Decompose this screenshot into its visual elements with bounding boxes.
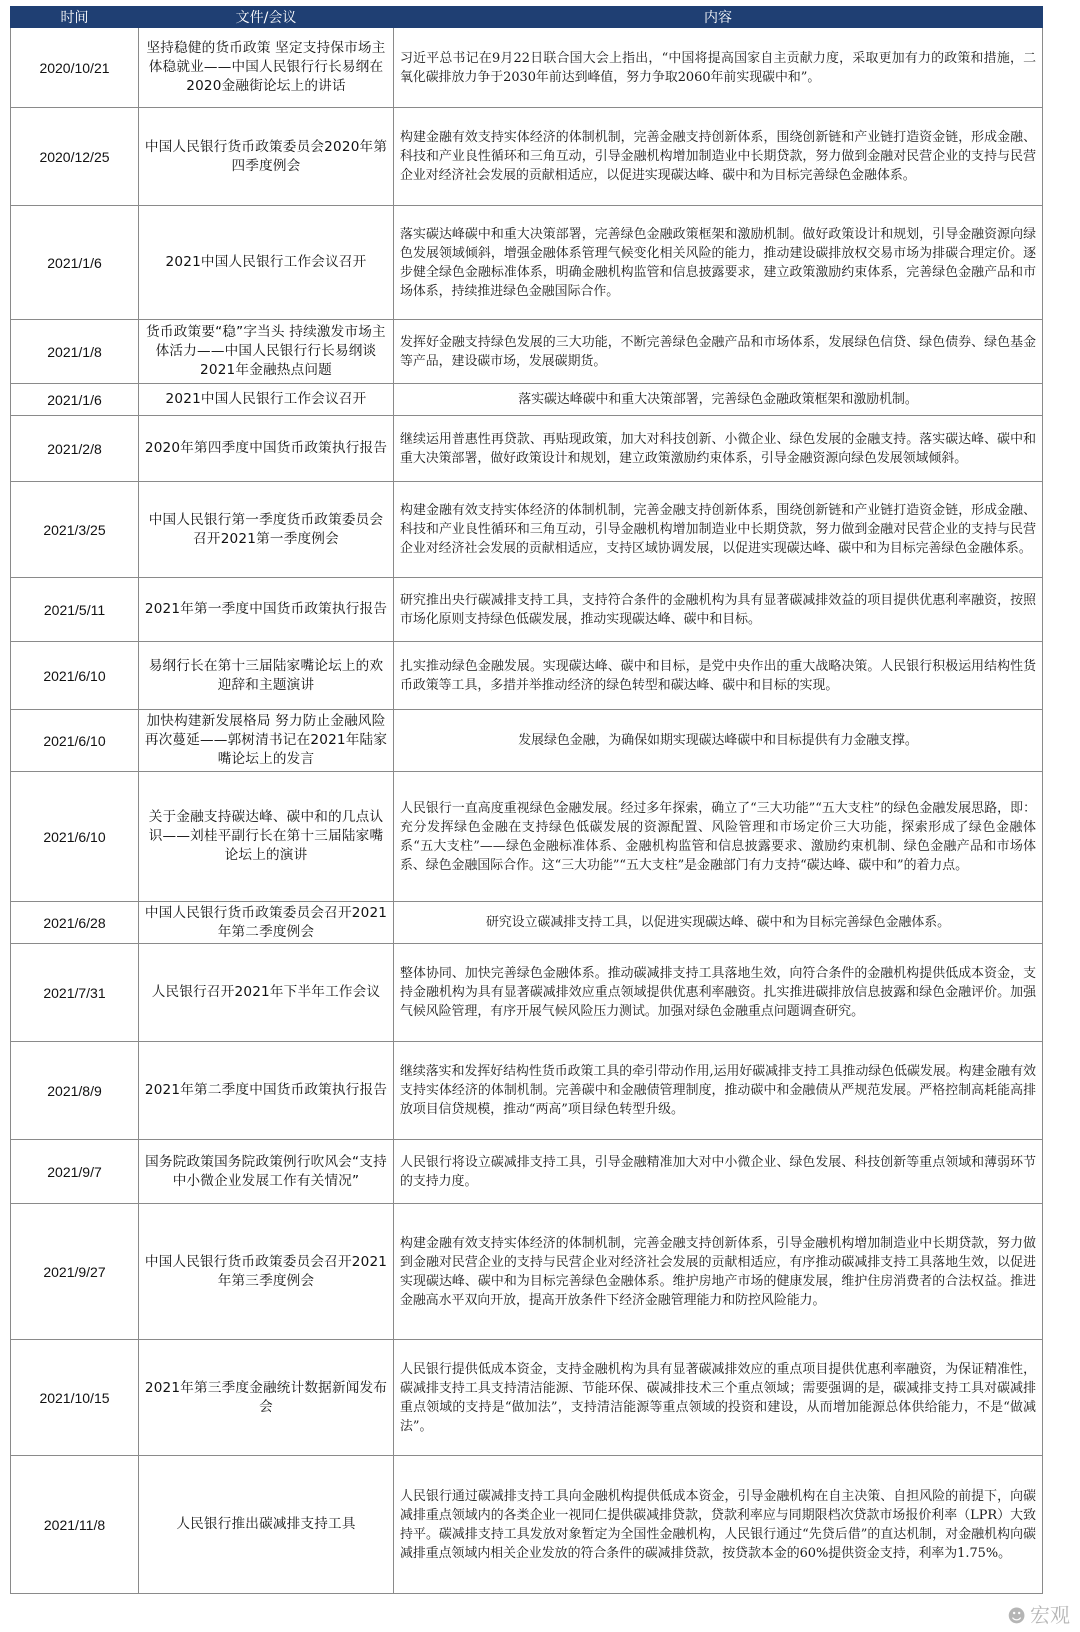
date-cell: 2021/6/28 bbox=[11, 902, 139, 944]
header-content: 内容 bbox=[394, 7, 1043, 28]
table-row bbox=[11, 1204, 1043, 1340]
content-cell: 构建金融有效支持实体经济的体制机制，完善金融支持创新体系，围绕创新链和产业链打造资金链，形成金融、科技和产业良性循环和三角互动，引导金融机构增加制造业中长期贷款，努力做到金融对民营企业的支持与民营企业对经济社会发展的贡献相适应，以促进实现碳达峰、碳中和为目标完善绿色金融体系。 bbox=[394, 108, 1043, 206]
document-cell: 2020年第四季度中国货币政策执行报告 bbox=[139, 416, 394, 482]
content-cell: 研究推出央行碳减排支持工具，支持符合条件的金融机构为具有显著碳减排效益的项目提供优惠利率融资，按照市场化原则支持绿色低碳发展，推动实现碳达峰、碳中和目标。 bbox=[394, 578, 1043, 642]
content-cell: 研究设立碳减排支持工具，以促进实现碳达峰、碳中和为目标完善绿色金融体系。 bbox=[394, 902, 1043, 944]
date-cell: 2021/10/15 bbox=[11, 1340, 139, 1456]
document-cell: 2021中国人民银行工作会议召开 bbox=[139, 384, 394, 416]
table-body bbox=[11, 28, 1043, 1594]
watermark bbox=[1007, 1599, 1070, 1628]
date-cell: 2020/10/21 bbox=[11, 28, 139, 108]
document-cell: 关于金融支持碳达峰、碳中和的几点认识——刘桂平副行长在第十三届陆家嘴论坛上的演讲 bbox=[139, 772, 394, 902]
table-row bbox=[11, 710, 1043, 772]
table-header-row bbox=[11, 7, 1043, 28]
document-cell: 人民银行推出碳减排支持工具 bbox=[139, 1456, 394, 1594]
date-cell: 2021/6/10 bbox=[11, 710, 139, 772]
date-cell: 2021/5/11 bbox=[11, 578, 139, 642]
document-cell: 2021中国人民银行工作会议召开 bbox=[139, 206, 394, 320]
table-row bbox=[11, 108, 1043, 206]
content-cell: 发展绿色金融，为确保如期实现碳达峰碳中和目标提供有力金融支撑。 bbox=[394, 710, 1043, 772]
table-row bbox=[11, 1340, 1043, 1456]
content-cell: 构建金融有效支持实体经济的体制机制，完善金融支持创新体系，引导金融机构增加制造业中长期贷款，努力做到金融对民营企业的支持与民营企业对经济社会发展的贡献相适应，有序推动碳减排支持工具落地生效，以促进实现碳达峰、碳中和为目标完善绿色金融体系。维护房地产市场的健康发展，维护住房消费者的合法权益。推进金融高水平双向开放，提高开放条件下经济金融管理能力和防控风险能力。 bbox=[394, 1204, 1043, 1340]
table-row bbox=[11, 206, 1043, 320]
content-cell: 落实碳达峰碳中和重大决策部署，完善绿色金融政策框架和激励机制。 bbox=[394, 384, 1043, 416]
table-row bbox=[11, 1456, 1043, 1594]
table-row bbox=[11, 772, 1043, 902]
date-cell: 2021/1/6 bbox=[11, 384, 139, 416]
document-cell: 中国人民银行货币政策委员会召开2021年第二季度例会 bbox=[139, 902, 394, 944]
date-cell: 2021/3/25 bbox=[11, 482, 139, 578]
table-row bbox=[11, 902, 1043, 944]
date-cell: 2021/1/6 bbox=[11, 206, 139, 320]
date-cell: 2021/2/8 bbox=[11, 416, 139, 482]
document-cell: 加快构建新发展格局 努力防止金融风险再次蔓延——郭树清书记在2021年陆家嘴论坛上的发言 bbox=[139, 710, 394, 772]
document-cell: 易纲行长在第十三届陆家嘴论坛上的欢迎辞和主题演讲 bbox=[139, 642, 394, 710]
table-row bbox=[11, 28, 1043, 108]
document-cell: 坚持稳健的货币政策 坚定支持保市场主体稳就业——中国人民银行行长易纲在2020金融街论坛上的讲话 bbox=[139, 28, 394, 108]
date-cell: 2021/8/9 bbox=[11, 1042, 139, 1140]
table-row bbox=[11, 578, 1043, 642]
document-cell: 2021年第一季度中国货币政策执行报告 bbox=[139, 578, 394, 642]
content-cell: 人民银行将设立碳减排支持工具，引导金融精准加大对中小微企业、绿色发展、科技创新等重点领域和薄弱环节的支持力度。 bbox=[394, 1140, 1043, 1204]
date-cell: 2021/6/10 bbox=[11, 772, 139, 902]
document-cell: 国务院政策国务院政策例行吹风会“支持中小微企业发展工作有关情况” bbox=[139, 1140, 394, 1204]
document-cell: 中国人民银行第一季度货币政策委员会召开2021第一季度例会 bbox=[139, 482, 394, 578]
content-cell: 人民银行一直高度重视绿色金融发展。经过多年探索，确立了“三大功能”“五大支柱”的绿色金融发展思路，即：充分发挥绿色金融在支持绿色低碳发展的资源配置、风险管理和市场定价三大功能，探索形成了绿色金融体系“五大支柱”——绿色金融标准体系、金融机构监管和信息披露要求、激励约束机制、绿色金融产品和市场体系、绿色金融国际合作。这“三大功能”“五大支柱”是金融部门有力支持“碳达峰、碳中和”的着力点。 bbox=[394, 772, 1043, 902]
date-cell: 2021/6/10 bbox=[11, 642, 139, 710]
date-cell: 2020/12/25 bbox=[11, 108, 139, 206]
wechat-icon: ☻ bbox=[1007, 1606, 1026, 1627]
date-cell: 2021/9/7 bbox=[11, 1140, 139, 1204]
document-cell: 2021年第二季度中国货币政策执行报告 bbox=[139, 1042, 394, 1140]
date-cell: 2021/7/31 bbox=[11, 944, 139, 1042]
table-row bbox=[11, 944, 1043, 1042]
date-cell: 2021/9/27 bbox=[11, 1204, 139, 1340]
table-row bbox=[11, 642, 1043, 710]
table-row bbox=[11, 416, 1043, 482]
date-cell: 2021/1/8 bbox=[11, 320, 139, 384]
content-cell: 落实碳达峰碳中和重大决策部署，完善绿色金融政策框架和激励机制。做好政策设计和规划，引导金融资源向绿色发展领域倾斜，增强金融体系管理气候变化相关风险的能力，推动建设碳排放权交易市场为排碳合理定价。逐步健全绿色金融标准体系，明确金融机构监管和信息披露要求，建立政策激励约束体系，完善绿色金融产品和市场体系，持续推进绿色金融国际合作。 bbox=[394, 206, 1043, 320]
table-row bbox=[11, 482, 1043, 578]
document-cell: 2021年第三季度金融统计数据新闻发布会 bbox=[139, 1340, 394, 1456]
table-row bbox=[11, 384, 1043, 416]
table-row bbox=[11, 320, 1043, 384]
policy-table-container bbox=[10, 6, 1042, 1594]
content-cell: 继续运用普惠性再贷款、再贴现政策，加大对科技创新、小微企业、绿色发展的金融支持。落实碳达峰、碳中和重大决策部署，做好政策设计和规划，建立政策激励约束体系，引导金融资源向绿色发展领域倾斜。 bbox=[394, 416, 1043, 482]
content-cell: 习近平总书记在9月22日联合国大会上指出，“中国将提高国家自主贡献力度，采取更加有力的政策和措施，二氧化碳排放力争于2030年前达到峰值，努力争取2060年前实现碳中和”。 bbox=[394, 28, 1043, 108]
table-row bbox=[11, 1140, 1043, 1204]
content-cell: 人民银行通过碳减排支持工具向金融机构提供低成本资金，引导金融机构在自主决策、自担风险的前提下，向碳减排重点领域内的各类企业一视同仁提供碳减排贷款，贷款利率应与同期限档次贷款市场报价利率（LPR）大致持平。碳减排支持工具发放对象暂定为全国性金融机构，人民银行通过“先贷后借”的直达机制，对金融机构向碳减排重点领域内相关企业发放的符合条件的碳减排贷款，按贷款本金的60%提供资金支持，利率为1.75%。 bbox=[394, 1456, 1043, 1594]
content-cell: 构建金融有效支持实体经济的体制机制，完善金融支持创新体系，围绕创新链和产业链打造资金链，形成金融、科技和产业良性循环和三角互动，引导金融机构增加制造业中长期贷款，努力做到金融对民营企业的支持与民营企业对经济社会发展的贡献相适应，支持区域协调发展，以促进实现碳达峰、碳中和为目标完善绿色金融体系。 bbox=[394, 482, 1043, 578]
watermark-text: 宏观 bbox=[1030, 1603, 1070, 1627]
policy-table bbox=[10, 6, 1043, 1594]
header-document: 文件/会议 bbox=[139, 7, 394, 28]
document-cell: 中国人民银行货币政策委员会2020年第四季度例会 bbox=[139, 108, 394, 206]
content-cell: 继续落实和发挥好结构性货币政策工具的牵引带动作用,运用好碳减排支持工具推动绿色低碳发展。构建金融有效支持实体经济的体制机制。完善碳中和金融债管理制度，推动碳中和金融债从严规范发展。严格控制高耗能高排放项目信贷规模，推动“两高”项目绿色转型升级。 bbox=[394, 1042, 1043, 1140]
document-cell: 中国人民银行货币政策委员会召开2021年第三季度例会 bbox=[139, 1204, 394, 1340]
content-cell: 发挥好金融支持绿色发展的三大功能，不断完善绿色金融产品和市场体系，发展绿色信贷、绿色债券、绿色基金等产品，建设碳市场，发展碳期货。 bbox=[394, 320, 1043, 384]
content-cell: 扎实推动绿色金融发展。实现碳达峰、碳中和目标，是党中央作出的重大战略决策。人民银行积极运用结构性货币政策等工具，多措并举推动经济的绿色转型和碳达峰、碳中和目标的实现。 bbox=[394, 642, 1043, 710]
header-date: 时间 bbox=[11, 7, 139, 28]
date-cell: 2021/11/8 bbox=[11, 1456, 139, 1594]
document-cell: 人民银行召开2021年下半年工作会议 bbox=[139, 944, 394, 1042]
table-row bbox=[11, 1042, 1043, 1140]
document-cell: 货币政策要“稳”字当头 持续激发市场主体活力——中国人民银行行长易纲谈2021年金融热点问题 bbox=[139, 320, 394, 384]
content-cell: 人民银行提供低成本资金，支持金融机构为具有显著碳减排效应的重点项目提供优惠利率融资，为保证精准性，碳减排支持工具支持清洁能源、节能环保、碳减排技术三个重点领域；需要强调的是，碳减排支持工具对碳减排重点领域的支持是“做加法”，支持清洁能源等重点领域的投资和建设，从而增加能源总体供给能力，不是“做减法”。 bbox=[394, 1340, 1043, 1456]
content-cell: 整体协同、加快完善绿色金融体系。推动碳减排支持工具落地生效，向符合条件的金融机构提供低成本资金，支持金融机构为具有显著碳减排效应重点领域提供优惠利率融资。扎实推进碳排放信息披露和绿色金融评价。加强气候风险管理，有序开展气候风险压力测试。加强对绿色金融重点问题调查研究。 bbox=[394, 944, 1043, 1042]
